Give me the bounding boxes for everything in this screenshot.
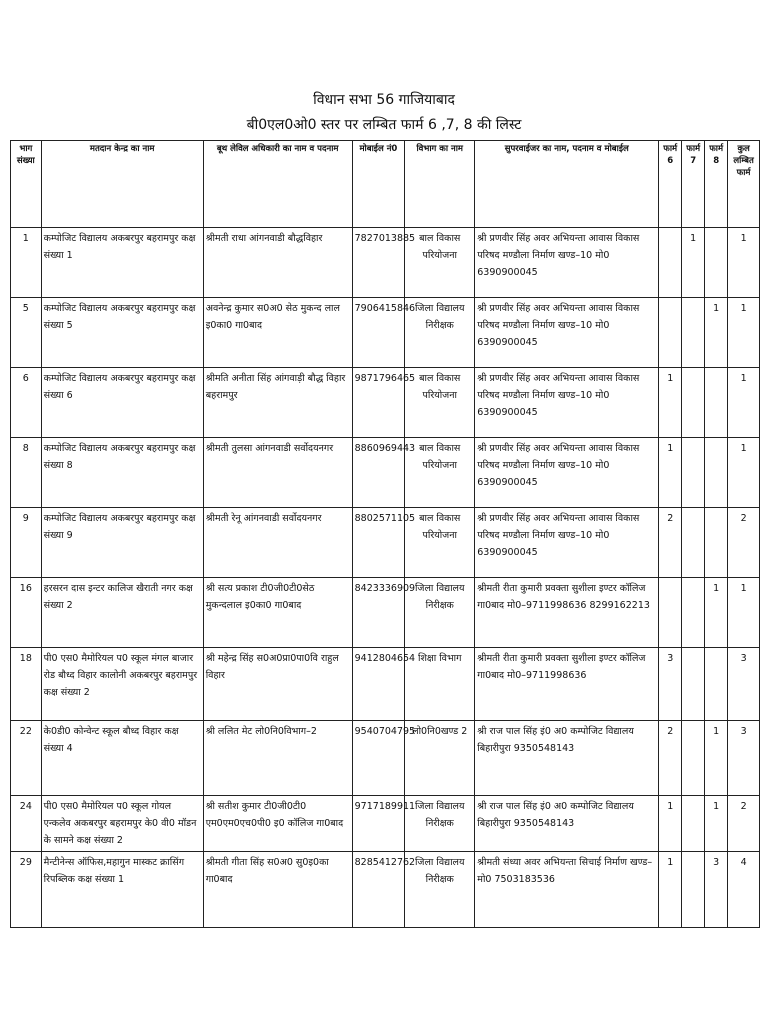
cell-form8: 1: [705, 298, 728, 368]
cell-dept: शिक्षा विभाग: [405, 648, 475, 721]
cell-dept: बाल विकास परियोजना: [405, 438, 475, 508]
header-part: भाग संख्या: [11, 141, 42, 228]
table-row: [11, 852, 760, 928]
cell-supervisor: श्री प्रणवीर सिंह अवर अभियन्ता आवास विकास परिषद मण्डौला निर्माण खण्ड–10 मो0 6390900045: [475, 368, 659, 438]
cell-booth: हरसरन दास इन्टर कालिज खैराती नगर कक्ष संख्या 2: [41, 578, 203, 648]
cell-form7: 1: [682, 228, 705, 298]
cell-form6: 3: [659, 648, 682, 721]
table-row: [11, 578, 760, 648]
cell-mobile: 9717189911: [352, 796, 405, 852]
cell-supervisor: श्री प्रणवीर सिंह अवर अभियन्ता आवास विकास परिषद मण्डौला निर्माण खण्ड–10 मो0 6390900045: [475, 508, 659, 578]
cell-mobile: 8860969443: [352, 438, 405, 508]
cell-booth: कम्पोजिट विद्यालय अकबरपुर बहरामपुर कक्ष संख्या 1: [41, 228, 203, 298]
cell-mobile: 8423336909: [352, 578, 405, 648]
cell-form6: 1: [659, 852, 682, 928]
cell-form6: 2: [659, 721, 682, 796]
cell-total: 2: [728, 796, 760, 852]
cell-mobile: 9540704795: [352, 721, 405, 796]
cell-form6: 1: [659, 438, 682, 508]
header-blo: बूथ लेविल अधिकारी का नाम व पदनाम: [203, 141, 352, 228]
cell-part: 1: [11, 228, 42, 298]
cell-blo: श्री सत्य प्रकाश टी0जी0टी0सेठ मुकन्दलाल इ0का0 गा0बाद: [203, 578, 352, 648]
table-row: [11, 796, 760, 852]
cell-mobile: 8802571105: [352, 508, 405, 578]
table-row: [11, 368, 760, 438]
cell-form7: [682, 438, 705, 508]
document-subtitle: बी0एल0ओ0 स्तर पर लम्बित फार्म 6 ,7, 8 की लिस्ट: [246, 117, 522, 133]
cell-booth: पी0 एस0 मैमोरियल प0 स्कूल गोयल एन्कलेव अकबरपुर बहरामपुर के0 वी0 मॉडन के सामने कक्ष संख्या 2: [41, 796, 203, 852]
cell-total: 3: [728, 648, 760, 721]
cell-total: 2: [728, 508, 760, 578]
cell-booth: कम्पोजिट विद्यालय अकबरपुर बहरामपुर कक्ष संख्या 5: [41, 298, 203, 368]
cell-total: 1: [728, 368, 760, 438]
header-dept: विभाग का नाम: [405, 141, 475, 228]
cell-blo: श्रीमती गीता सिंह स0अ0 सु0इ0का गा0बाद: [203, 852, 352, 928]
cell-form8: 3: [705, 852, 728, 928]
cell-supervisor: श्री राज पाल सिंह इं0 अ0 कम्पोजिट विद्यालय बिहारीपुरा 9350548143: [475, 796, 659, 852]
cell-blo: श्री महेन्द्र सिंह स0अ0प्रा0पा0वि राहुल विहार: [203, 648, 352, 721]
cell-form6: 1: [659, 368, 682, 438]
cell-blo: श्रीमति अनीता सिंह आंगवाड़ी बौद्ध विहार बहरामपुर: [203, 368, 352, 438]
cell-part: 6: [11, 368, 42, 438]
cell-total: 1: [728, 438, 760, 508]
cell-supervisor: श्रीमती रीता कुमारी प्रवक्ता सुशीला इण्टर कॉलिज गा0बाद मो0–9711998636 8299162213: [475, 578, 659, 648]
cell-dept: बाल विकास परियोजना: [405, 228, 475, 298]
cell-blo: अवनेन्द्र कुमार स0अ0 सेठ मुकन्द लाल इ0का0 गा0बाद: [203, 298, 352, 368]
cell-dept: जिला विद्यालय निरीक्षक: [405, 852, 475, 928]
cell-form8: [705, 508, 728, 578]
cell-form8: 1: [705, 578, 728, 648]
cell-form7: [682, 648, 705, 721]
cell-dept: जिला विद्यालय निरीक्षक: [405, 578, 475, 648]
cell-part: 24: [11, 796, 42, 852]
cell-total: 4: [728, 852, 760, 928]
cell-supervisor: श्री प्रणवीर सिंह अवर अभियन्ता आवास विकास परिषद मण्डौला निर्माण खण्ड–10 मो0 6390900045: [475, 228, 659, 298]
cell-mobile: 7906415846: [352, 298, 405, 368]
cell-supervisor: श्रीमती संध्या अवर अभियन्ता सिचाई निर्माण खण्ड–मो0 7503183536: [475, 852, 659, 928]
cell-dept: जिला विद्यालय निरीक्षक: [405, 796, 475, 852]
cell-supervisor: श्रीमती रीता कुमारी प्रवक्ता सुशीला इण्टर कॉलिज गा0बाद मो0–9711998636: [475, 648, 659, 721]
cell-blo: श्री ललित मेट लो0नि0विभाग–2: [203, 721, 352, 796]
cell-form7: [682, 721, 705, 796]
cell-form8: [705, 228, 728, 298]
cell-form7: [682, 508, 705, 578]
table-header-row: [11, 141, 760, 228]
cell-dept: बाल विकास परियोजना: [405, 508, 475, 578]
cell-part: 18: [11, 648, 42, 721]
table-row: [11, 228, 760, 298]
cell-blo: श्रीमती तुलसा आंगनवाडी सर्वोदयनगर: [203, 438, 352, 508]
cell-form8: 1: [705, 721, 728, 796]
cell-part: 22: [11, 721, 42, 796]
cell-supervisor: श्री प्रणवीर सिंह अवर अभियन्ता आवास विकास परिषद मण्डौला निर्माण खण्ड–10 मो0 6390900045: [475, 438, 659, 508]
header-form7: फार्म 7: [682, 141, 705, 228]
document-title: विधान सभा 56 गाजियाबाद: [313, 92, 455, 108]
pending-forms-table: [10, 140, 760, 928]
cell-form6: [659, 298, 682, 368]
cell-part: 9: [11, 508, 42, 578]
cell-booth: के0डी0 कोन्वेन्ट स्कूल बौध्द विहार कक्ष संख्या 4: [41, 721, 203, 796]
cell-booth: पी0 एस0 मैमोरियल प0 स्कूल मंगल बाजार रोड बौध्द विहार कालोनी अकबरपुर बहरामपुर कक्ष संख्या 2: [41, 648, 203, 721]
cell-form8: [705, 648, 728, 721]
table-row: [11, 721, 760, 796]
cell-form7: [682, 578, 705, 648]
cell-mobile: 8285412762: [352, 852, 405, 928]
cell-mobile: 7827013885: [352, 228, 405, 298]
cell-form7: [682, 298, 705, 368]
cell-part: 8: [11, 438, 42, 508]
header-form6: फार्म 6: [659, 141, 682, 228]
cell-part: 29: [11, 852, 42, 928]
cell-mobile: 9871796465: [352, 368, 405, 438]
header-supervisor: सुपरवाईजर का नाम, पदनाम व मोबाईल: [475, 141, 659, 228]
cell-dept: जिला विद्यालय निरीक्षक: [405, 298, 475, 368]
cell-total: 3: [728, 721, 760, 796]
table-row: [11, 298, 760, 368]
cell-form6: 2: [659, 508, 682, 578]
cell-form8: [705, 438, 728, 508]
cell-dept: लो0नि0खण्ड 2: [405, 721, 475, 796]
cell-blo: श्रीमती राधा आंगनवाडी बौद्धविहार: [203, 228, 352, 298]
cell-form8: [705, 368, 728, 438]
cell-form7: [682, 852, 705, 928]
cell-dept: बाल विकास परियोजना: [405, 368, 475, 438]
cell-booth: कम्पोजिट विद्यालय अकबरपुर बहरामपुर कक्ष संख्या 9: [41, 508, 203, 578]
cell-total: 1: [728, 228, 760, 298]
cell-part: 16: [11, 578, 42, 648]
cell-supervisor: श्री प्रणवीर सिंह अवर अभियन्ता आवास विकास परिषद मण्डौला निर्माण खण्ड–10 मो0 6390900045: [475, 298, 659, 368]
table-row: [11, 648, 760, 721]
cell-form7: [682, 368, 705, 438]
cell-booth: मैन्टीनेन्स ऑफिस,महागुन मास्कट क्रासिंग रिपब्लिक कक्ष संख्या 1: [41, 852, 203, 928]
cell-total: 1: [728, 578, 760, 648]
cell-part: 5: [11, 298, 42, 368]
cell-booth: कम्पोजिट विद्यालय अकबरपुर बहरामपुर कक्ष संख्या 6: [41, 368, 203, 438]
header-total: कुल लम्बित फार्म: [728, 141, 760, 228]
header-booth: मतदान केन्द्र का नाम: [41, 141, 203, 228]
cell-form8: 1: [705, 796, 728, 852]
cell-blo: श्री सतीश कुमार टी0जी0टी0 एम0एम0एच0पी0 इ0 कॉलिज गा0बाद: [203, 796, 352, 852]
header-form8: फार्म 8: [705, 141, 728, 228]
table-row: [11, 438, 760, 508]
cell-form6: [659, 228, 682, 298]
cell-supervisor: श्री राज पाल सिंह इं0 अ0 कम्पोजिट विद्यालय बिहारीपुरा 9350548143: [475, 721, 659, 796]
cell-form6: 1: [659, 796, 682, 852]
header-mobile: मोबाईल नं0: [352, 141, 405, 228]
cell-form6: [659, 578, 682, 648]
cell-mobile: 9412804654: [352, 648, 405, 721]
cell-total: 1: [728, 298, 760, 368]
cell-booth: कम्पोजिट विद्यालय अकबरपुर बहरामपुर कक्ष संख्या 8: [41, 438, 203, 508]
table-row: [11, 508, 760, 578]
cell-blo: श्रीमती रेनू आंगनवाडी सर्वोदयनगर: [203, 508, 352, 578]
cell-form7: [682, 796, 705, 852]
